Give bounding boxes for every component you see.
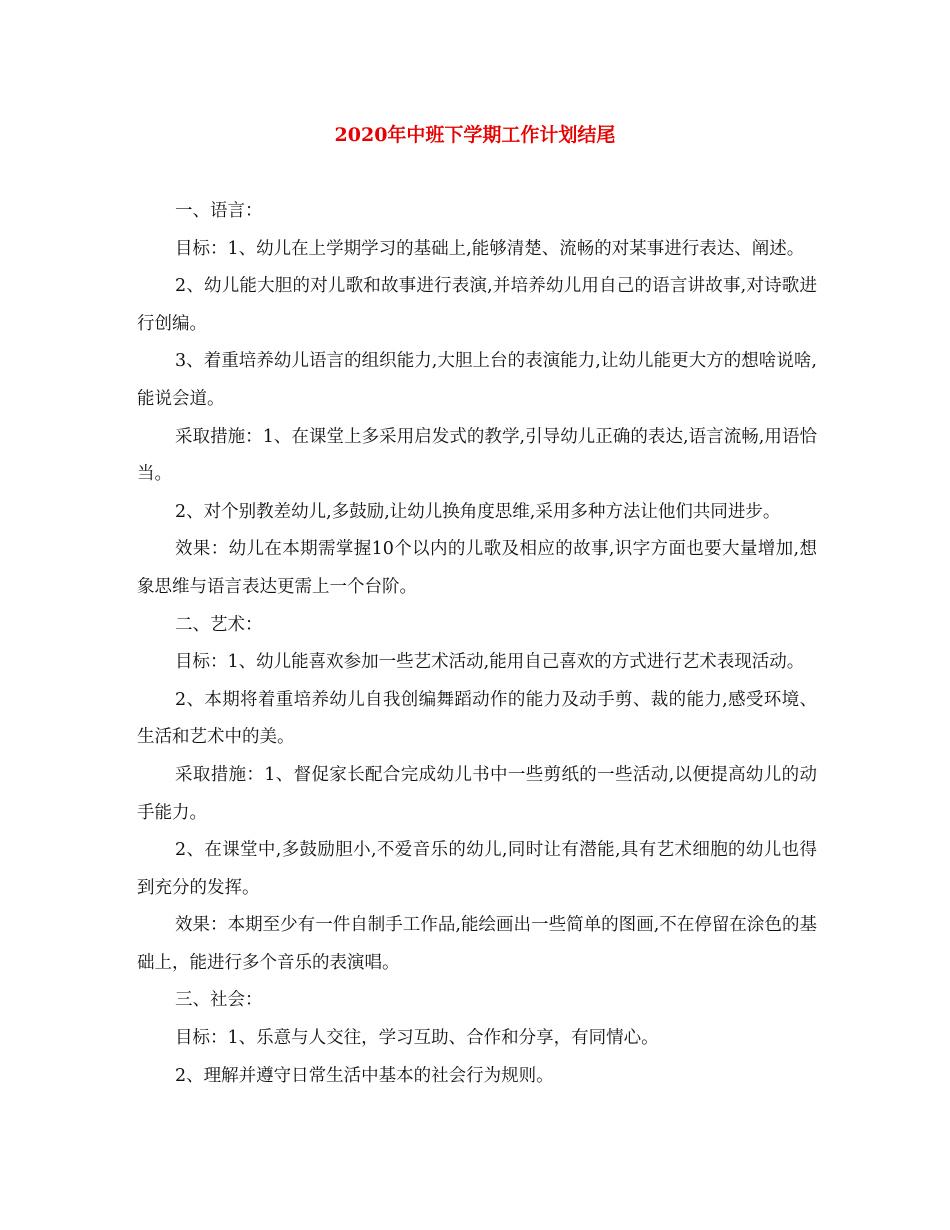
paragraph: 采取措施：1、督促家长配合完成幼儿书中一些剪纸的一些活动,以便提高幼儿的动手能力。 — [137, 764, 817, 823]
paragraph: 2、幼儿能大胆的对儿歌和故事进行表演,并培养幼儿用自己的语言讲故事,对诗歌进行创编。 — [137, 276, 817, 334]
paragraph: 2、理解并遵守日常生活中基本的社会行为规则。 — [175, 1065, 554, 1086]
section-heading-society: 三、社会： — [175, 990, 263, 1011]
paragraph: 3、着重培养幼儿语言的组织能力,大胆上台的表演能力,让幼儿能更大方的想啥说啥,能说会道。 — [137, 351, 817, 409]
section-heading-art: 二、艺术： — [175, 614, 263, 635]
paragraph: 采取措施：1、在课堂上多采用启发式的教学,引导幼儿正确的表达,语言流畅,用语恰当。 — [137, 426, 817, 485]
paragraph: 效果：本期至少有一件自制手工作品,能绘画出一些简单的图画,不在停留在涂色的基础上，能进行多个音乐的表演唱。 — [137, 915, 817, 973]
paragraph: 2、对个别教差幼儿,多鼓励,让幼儿换角度思维,采用多种方法让他们共同进步。 — [175, 501, 781, 522]
paragraph: 目标：1、幼儿在上学期学习的基础上,能够清楚、流畅的对某事进行表达、阐述。 — [175, 238, 805, 259]
paragraph: 目标：1、幼儿能喜欢参加一些艺术活动,能用自己喜欢的方式进行艺术表现活动。 — [175, 652, 805, 673]
paragraph: 目标：1、乐意与人交往，学习互助、合作和分享，有同情心。 — [175, 1028, 659, 1049]
section-heading-language: 一、语言： — [175, 201, 263, 221]
paragraph: 2、本期将着重培养幼儿自我创编舞蹈动作的能力及动手剪、裁的能力,感受环境、生活和艺术中的美。 — [137, 689, 817, 748]
document-body — [137, 193, 817, 1095]
document-title: 2020年中班下学期工作计划结尾 — [334, 124, 616, 146]
paragraph: 2、在课堂中,多鼓励胆小,不爱音乐的幼儿,同时让有潜能,具有艺术细胞的幼儿也得到充分的发挥。 — [137, 840, 817, 898]
paragraph: 效果：幼儿在本期需掌握10个以内的儿歌及相应的故事,识字方面也要大量增加,想象思维与语言表达更需上一个台阶。 — [137, 539, 817, 597]
